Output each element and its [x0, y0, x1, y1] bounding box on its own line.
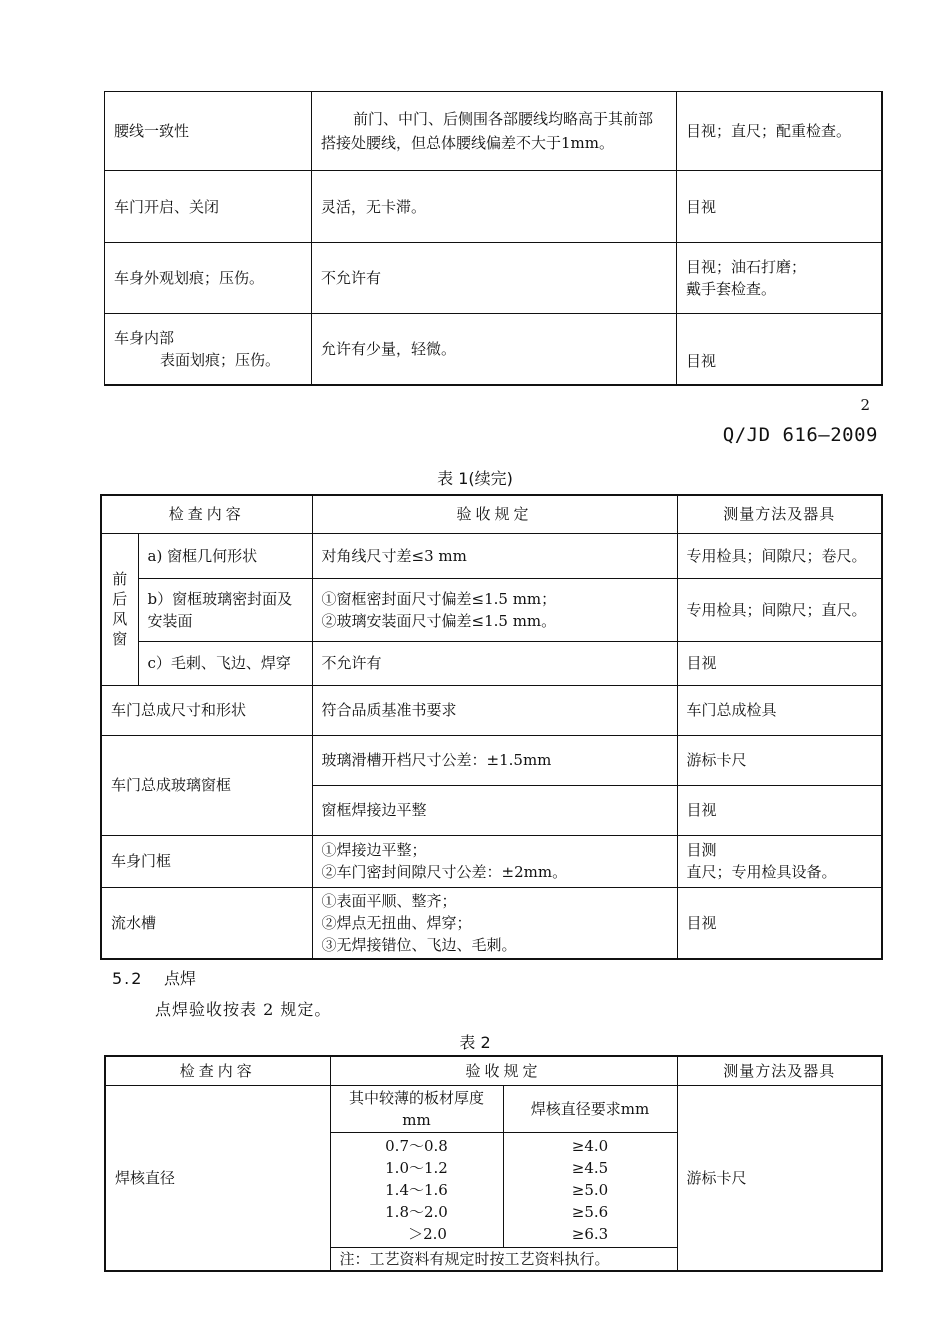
table2-caption: 表 2 — [459, 1033, 491, 1052]
table-row — [101, 641, 882, 685]
item-cell: 车身门框 — [101, 835, 312, 887]
list-item: ≥5.0 — [571, 1180, 609, 1199]
section-number: 5.2 — [112, 969, 144, 988]
table-row — [101, 533, 882, 578]
subheader-diameter: 焊核直径要求mm — [503, 1085, 677, 1132]
spec-cell: 玻璃滑槽开档尺寸公差：±1.5mm — [312, 735, 677, 785]
table-row — [105, 171, 882, 243]
table-row — [105, 92, 882, 171]
method-cell: 车门总成检具 — [677, 685, 882, 735]
method-cell: 目视 — [677, 171, 882, 243]
list-item: ＞2.0 — [408, 1224, 447, 1243]
list-item: 1.8～2.0 — [385, 1202, 448, 1221]
list-item: 0.7～0.8 — [385, 1136, 448, 1155]
list-item: 1.0～1.2 — [385, 1158, 448, 1177]
spec-cell: ①焊接边平整； ②车门密封间隙尺寸公差：±2mm。 — [312, 835, 677, 887]
spec-cell: 灵活，无卡滞。 — [312, 171, 677, 243]
spec-cell: 符合品质基准书要求 — [312, 685, 677, 735]
item-cell: 车门开启、关闭 — [105, 171, 312, 243]
method-cell: 专用检具；间隙尺；直尺。 — [677, 578, 882, 641]
section-heading — [112, 966, 196, 989]
table2 — [104, 1055, 883, 1272]
top-table — [104, 91, 883, 386]
header-acceptance-rule: 验收规定 — [330, 1056, 677, 1085]
section-text: 点焊验收按表 2 规定。 — [155, 1000, 332, 1019]
list-item: ≥4.5 — [571, 1158, 609, 1177]
spec-cell: 不允许有 — [312, 641, 677, 685]
table-row — [101, 685, 882, 735]
list-item: 1.4～1.6 — [385, 1180, 448, 1199]
method-cell: 目视；直尺；配重检查。 — [677, 92, 882, 171]
item-cell: 车门总成尺寸和形状 — [101, 685, 312, 735]
header-inspection-content: 检查内容 — [101, 495, 312, 533]
item-cell: 腰线一致性 — [105, 92, 312, 171]
spec-cell: 窗框焊接边平整 — [312, 785, 677, 835]
section-title: 点焊 — [164, 969, 197, 988]
spec-cell: 前门、中门、后侧围各部腰线均略高于其前部搭接处腰线，但总体腰线偏差不大于1mm。 — [312, 92, 677, 171]
table-row — [105, 314, 882, 385]
table1 — [100, 494, 883, 960]
method-cell: 目测 直尺；专用检具设备。 — [677, 835, 882, 887]
thickness-values — [330, 1132, 503, 1247]
method-line: 目视；油石打磨； — [686, 258, 807, 276]
table-row — [101, 835, 882, 887]
method-cell — [677, 243, 882, 314]
spec-cell: ①窗框密封面尺寸偏差≤1.5 mm； ②玻璃安装面尺寸偏差≤1.5 mm。 — [312, 578, 677, 641]
item-line: 表面划痕；压伤。 — [160, 350, 281, 369]
item-cell: 车门总成玻璃窗框 — [101, 735, 312, 835]
item-cell — [105, 314, 312, 385]
item-line: 车身内部 — [114, 328, 175, 347]
table1-caption: 表 1(续完) — [437, 469, 513, 488]
item-cell: 焊核直径 — [105, 1085, 330, 1271]
spec-cell: 不允许有 — [312, 243, 677, 314]
table-note: 注：工艺资料有规定时按工艺资料执行。 — [330, 1247, 677, 1271]
list-item: ≥6.3 — [571, 1224, 609, 1243]
method-cell: 专用检具；间隙尺；卷尺。 — [677, 533, 882, 578]
table-header-row — [105, 1056, 882, 1085]
spec-cell: 允许有少量，轻微。 — [312, 314, 677, 385]
header-acceptance-rule: 验收规定 — [312, 495, 677, 533]
item-cell: c）毛刺、飞边、焊穿 — [138, 641, 312, 685]
method-cell: 目视 — [677, 887, 882, 959]
item-cell: b）窗框玻璃密封面及安装面 — [138, 578, 312, 641]
method-cell: 目视 — [677, 641, 882, 685]
subheader-thickness: 其中较薄的板材厚度 mm — [330, 1085, 503, 1132]
list-item: ≥4.0 — [571, 1136, 609, 1155]
group-label-front-rear-windshield: 前 后 风 窗 — [101, 533, 138, 685]
spec-cell: ①表面平顺、整齐； ②焊点无扭曲、焊穿； ③无焊接错位、飞边、毛刺。 — [312, 887, 677, 959]
diameter-values — [503, 1132, 677, 1247]
spec-cell: 对角线尺寸差≤3 mm — [312, 533, 677, 578]
item-cell: 流水槽 — [101, 887, 312, 959]
method-cell: 游标卡尺 — [677, 1085, 882, 1271]
method-cell: 目视 — [677, 314, 882, 385]
header-inspection-content: 检查内容 — [105, 1056, 330, 1085]
table-subheader-row — [105, 1085, 882, 1132]
method-cell: 目视 — [677, 785, 882, 835]
table-header-row — [101, 495, 882, 533]
item-cell: 车身外观划痕；压伤。 — [105, 243, 312, 314]
table-row — [101, 578, 882, 641]
header-measurement-method: 测量方法及器具 — [677, 495, 882, 533]
standard-number: Q/JD 616—2009 — [722, 424, 878, 446]
header-measurement-method: 测量方法及器具 — [677, 1056, 882, 1085]
method-cell: 游标卡尺 — [677, 735, 882, 785]
page-number: 2 — [860, 396, 870, 414]
item-cell: a) 窗框几何形状 — [138, 533, 312, 578]
table-row — [101, 887, 882, 959]
list-item: ≥5.6 — [571, 1202, 609, 1221]
table-row — [101, 735, 882, 785]
table-row — [105, 243, 882, 314]
method-line: 戴手套检查。 — [686, 280, 777, 298]
